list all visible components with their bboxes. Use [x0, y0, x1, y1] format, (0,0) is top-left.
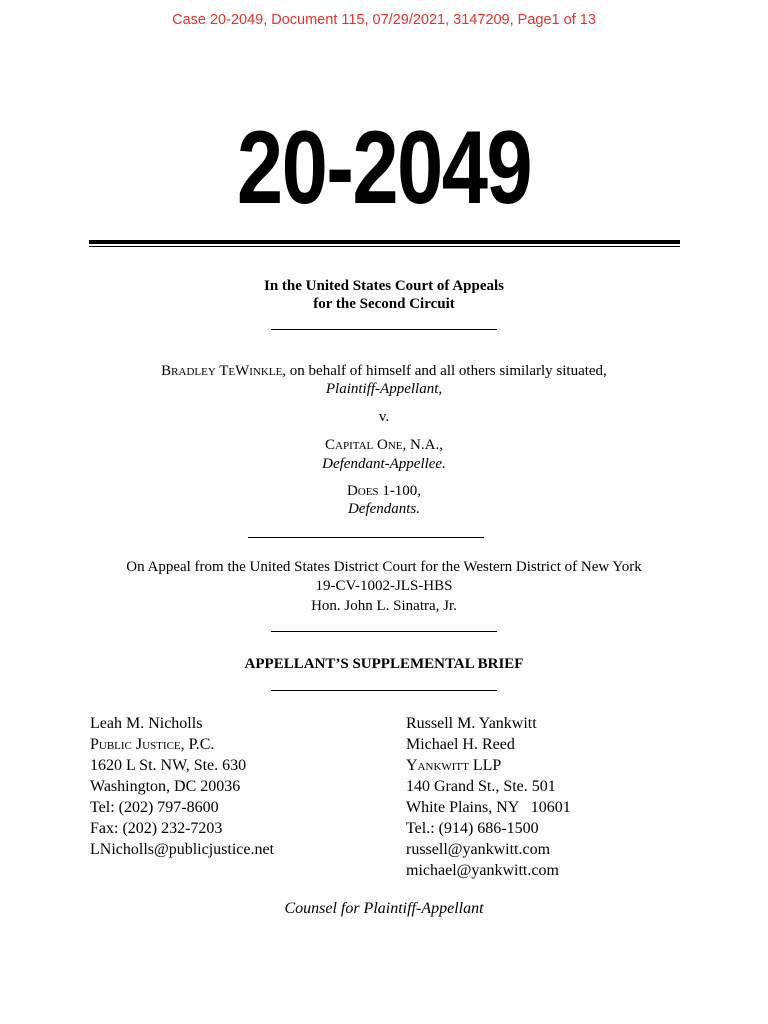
court-line-1: In the United States Court of Appeals [263, 278, 504, 294]
judge-name: Hon. John L. Sinatra, Jr. [311, 598, 457, 614]
divider [271, 690, 497, 691]
counsel-email: russell@yankwitt.com [406, 841, 551, 858]
counsel-address-1: 140 Grand St., Ste. 501 [406, 778, 556, 795]
counsel-for: Counsel for Plaintiff-Appellant [284, 900, 484, 917]
counsel-address-2: White Plains, NY 10601 [406, 799, 571, 816]
plaintiff-line [0, 362, 768, 380]
counsel-name: Leah M. Nicholls [90, 715, 203, 732]
divider [271, 631, 497, 632]
title-rule-thick [89, 240, 680, 244]
title-rule-thin [89, 246, 680, 247]
plaintiff-name: Bradley TeWinkle [161, 363, 283, 379]
counsel-tel: Tel: (202) 797-8600 [90, 799, 219, 816]
counsel-left-block [90, 713, 274, 860]
defendant-line [0, 436, 768, 454]
divider [271, 329, 497, 330]
counsel-address-1: 1620 L St. NW, Ste. 630 [90, 757, 247, 774]
defendant-suffix: , N.A., [402, 437, 443, 453]
does-suffix: 1-100, [378, 483, 422, 499]
case-number-title: 20-2049 [236, 110, 532, 226]
versus: v. [378, 409, 390, 425]
docket-number: 19-CV-1002-JLS-HBS [315, 578, 453, 594]
firm-name: Yankwitt [406, 757, 469, 774]
counsel-firm [90, 734, 274, 755]
does-role: Defendants. [347, 501, 421, 517]
does-name: Does [346, 483, 379, 499]
counsel-email: LNicholls@publicjustice.net [90, 841, 275, 858]
appeal-line: On Appeal from the United States District Court for the Western District of New York [126, 559, 642, 575]
counsel-fax: Fax: (202) 232-7203 [90, 820, 223, 837]
counsel-email: michael@yankwitt.com [406, 862, 559, 879]
firm-suffix: LLP [468, 757, 502, 774]
court-line-2: for the Second Circuit [313, 296, 455, 312]
plaintiff-description: , on behalf of himself and all others similarly situated, [282, 363, 607, 379]
plaintiff-role: Plaintiff-Appellant, [325, 381, 443, 397]
defendant-name: Capital One [325, 437, 403, 453]
brief-title: APPELLANT’S SUPPLEMENTAL BRIEF [244, 656, 524, 672]
divider [248, 537, 484, 538]
firm-suffix: , P.C. [180, 736, 215, 753]
counsel-firm [406, 755, 571, 776]
case-header-stamp: Case 20-2049, Document 115, 07/29/2021, 3147209, Page1 of 13 [172, 12, 596, 28]
counsel-name: Michael H. Reed [406, 736, 515, 753]
does-line [0, 482, 768, 500]
counsel-name: Russell M. Yankwitt [406, 715, 537, 732]
counsel-address-2: Washington, DC 20036 [90, 778, 241, 795]
counsel-right-block [406, 713, 571, 881]
counsel-tel: Tel.: (914) 686-1500 [406, 820, 539, 837]
firm-name: Public Justice [90, 736, 181, 753]
defendant-role: Defendant-Appellee. [322, 456, 446, 472]
